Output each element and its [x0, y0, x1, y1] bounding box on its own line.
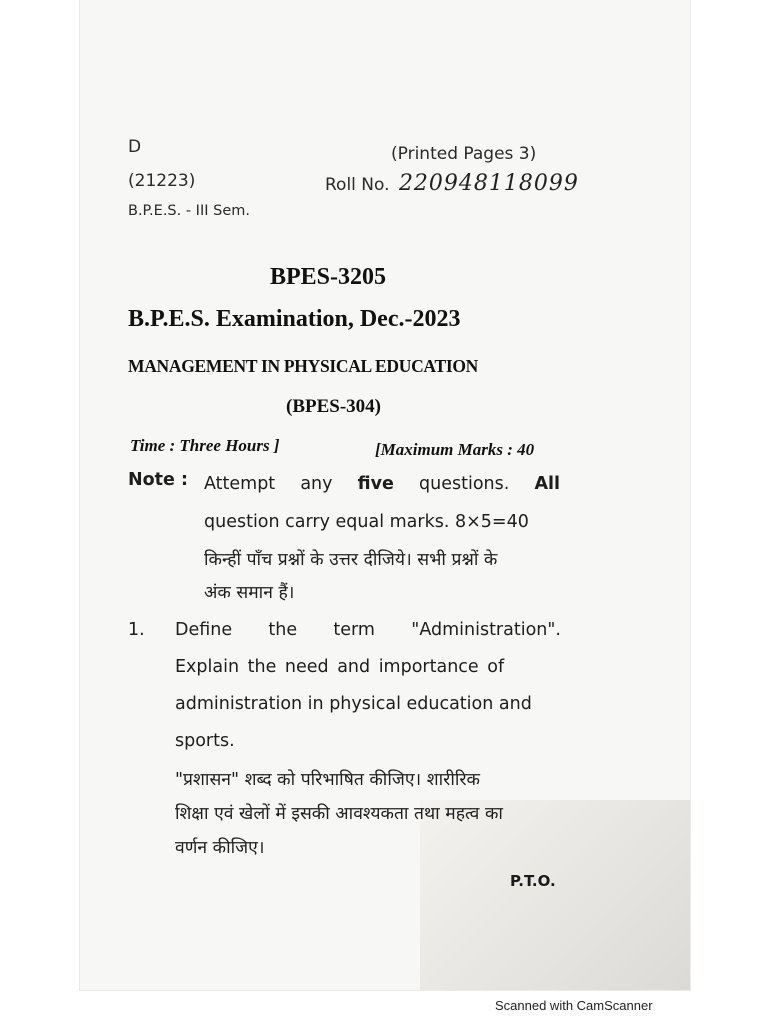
question-word: Define: [175, 620, 233, 640]
note-hindi-line-1: किन्हीं पाँच प्रश्नों के उत्तर दीजिये। सभी प्रश्नों के: [204, 550, 498, 570]
set-code: D: [128, 137, 142, 157]
question-word: term: [333, 620, 375, 640]
question-line-2: Explain the need and importance of: [175, 657, 505, 677]
note-label: Note :: [128, 470, 188, 490]
question-line-3: administration in physical education and: [175, 694, 532, 714]
scanner-watermark: Scanned with CamScanner: [495, 998, 653, 1013]
paper-code: (21223): [128, 171, 196, 191]
roll-number-handwritten: 220948118099: [398, 171, 579, 196]
note-word-emphasis: five: [357, 474, 394, 494]
question-line-4: sports.: [175, 731, 235, 751]
subject-title: MANAGEMENT IN PHYSICAL EDUCATION: [128, 356, 478, 376]
note-word: any: [300, 474, 333, 494]
printed-pages: (Printed Pages 3): [391, 144, 537, 164]
roll-label: Roll No.: [325, 175, 390, 195]
course-code-title: BPES-3205: [270, 264, 387, 290]
please-turn-over: P.T.O.: [510, 872, 556, 890]
note-word-emphasis: All: [534, 474, 560, 494]
note-word: questions.: [419, 474, 510, 494]
question-hindi-line-3: वर्णन कीजिए।: [175, 838, 265, 858]
course-name: B.P.E.S. - III Sem.: [128, 203, 250, 219]
exam-duration: Time : Three Hours ]: [130, 436, 280, 455]
question-word: "Administration".: [411, 620, 561, 640]
exam-title: B.P.E.S. Examination, Dec.-2023: [128, 306, 461, 332]
note-word: Attempt: [204, 474, 276, 494]
question-word: the: [268, 620, 298, 640]
note-hindi-line-2: अंक समान हैं।: [204, 583, 295, 603]
question-hindi-line-2: शिक्षा एवं खेलों में इसकी आवश्यकता तथा महत्व का: [175, 804, 503, 824]
subject-code: (BPES-304): [286, 396, 381, 417]
roll-number-field: [325, 171, 579, 196]
note-line-1: [204, 474, 560, 494]
question-hindi-line-1: "प्रशासन" शब्द को परिभाषित कीजिए। शारीरिक: [175, 770, 480, 790]
note-line-2: question carry equal marks. 8×5=40: [204, 512, 529, 532]
maximum-marks: [Maximum Marks : 40: [375, 440, 535, 459]
question-number: 1.: [128, 620, 145, 640]
question-line-1: [175, 620, 561, 640]
page-shadow: [420, 800, 690, 990]
